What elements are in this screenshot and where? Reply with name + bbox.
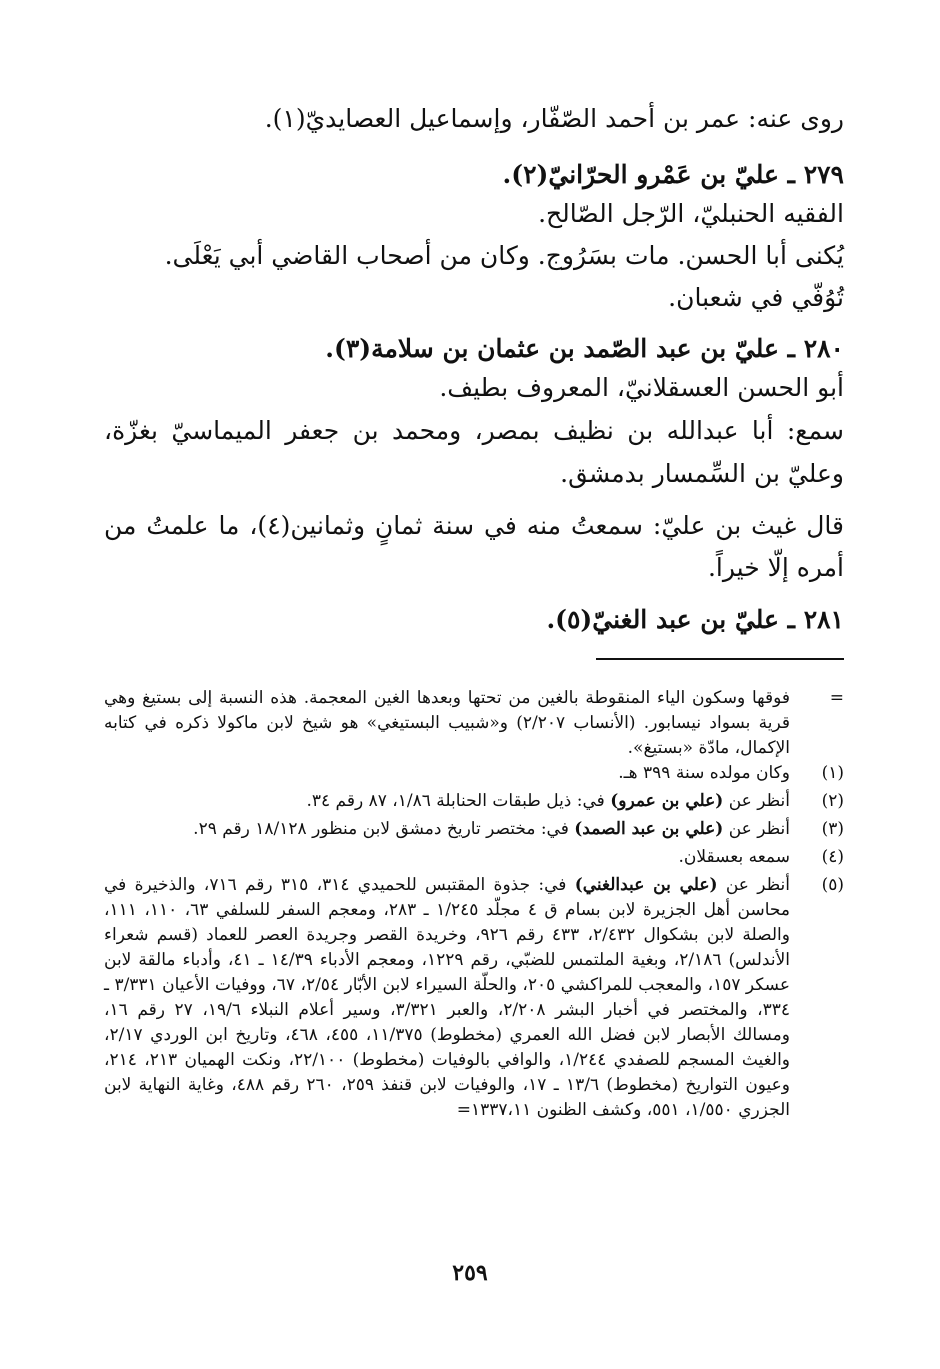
- footnote-2: [104, 789, 844, 817]
- footnote-subject: (علي بن عبدالغني): [574, 875, 718, 895]
- footnote-marker: (٥): [821, 875, 844, 895]
- footnote-text: [104, 817, 790, 842]
- footnote-text: سمعه بعسقلان.: [678, 847, 790, 867]
- text-line: أمره إلّا خيراً.: [707, 553, 844, 582]
- footnote-marker: (٢): [821, 791, 844, 811]
- footnotes: [104, 686, 844, 1123]
- footnote-subject: (علي بن عمرو): [610, 791, 724, 811]
- footnote-body: في: جذوة المقتبس للحميدي ٣١٤، ٣١٥ رقم ٧١٦، والذخيرة في محاسن أهل الجزيرة لابن بسام ق ٤ مجلّد ١/٢٤٥ ـ ٢٨٣، ومعجم السفر للسلفي ٦٣، ١١٠، ١١١، والصلة لابن بشكوال ٢/٤٣٢، ٤٣٣ رقم ٩٢٦، وخريدة القصر وجريدة العصر للعماد (قسم شعراء الأندلس) ٢/١٨٦، وبغية الملتمس للضبّي، رقم ١٢٢٩، ومعجم الأدباء ١٤/٣٩ ـ ٤١، وأدباء مالقة لابن عسكر ١٥٧، والمعجب للمراكشي ٢٠٥، والحلّة السيراء لابن الأبّار ٢/٥٤، ٦٧، ووفيات الأعيان ٣/٣٣١ ـ ٣٣٤، والمختصر في أخبار البشر ٢/٢٠٨، والعبر ٣/٣٢١، وسير أعلام النبلاء ١٩/٦، ٢٧ رقم ١٦، ومسالك الأبصار لابن فضل الله العمري (مخطوط) ١١/٣٧٥، ٤٥٥، ٤٦٨، وتاريخ ابن الوردي ٢/١٧، والغيث المسجم للصفدي ١/٢٤٤، والوافي بالوفيات (مخطوط) ٢٢/١٠٠، ونكت الهميان ٢١٣، ٢١٤، وعيون التواريخ (مخطوط) ١٣/٦ ـ ١٧، والوفيات لابن قنفذ ٢٥٩، ٢٦٠ رقم ٤٨٨، وغاية النهاية لابن الجزري ١/٥٥٠، ٥٥١، وكشف الظنون ١٣٣٧،١١=: [104, 875, 791, 1120]
- footnote-marker: =: [829, 688, 844, 708]
- footnote-prefix: أنظر عن: [723, 819, 790, 839]
- footnote-text: فوقها وسكون الياء المنقوطة بالغين من تحتها وبعدها الغين المعجمة. هذه النسبة إلى بستيغ وهي قرية بسواد نيسابور. (الأنساب ٢/٢٠٧) و«شبيب البستيغي» هو شيخ لابن ماكولا ذكره في كتابه الإكمال، مادّة «بستيغ».: [104, 688, 790, 758]
- footnote-text: [104, 789, 790, 814]
- text-line: تُوُفّي في شعبان.: [668, 283, 844, 312]
- footnote-1: [104, 761, 844, 789]
- footnote-3: [104, 817, 844, 845]
- text-line: يُكنى أبا الحسن. مات بسَرُوج. وكان من أصحاب القاضي أبي يَعْلَى.: [164, 241, 844, 270]
- footnote-marker: (٤): [821, 847, 844, 867]
- footnote-text: وكان مولده سنة ٣٩٩ هـ.: [618, 763, 790, 783]
- text-line: أبو الحسن العسقلانيّ، المعروف بطيف.: [439, 373, 844, 402]
- page-number: ٢٥٩: [452, 1260, 488, 1286]
- footnote-text: [104, 873, 790, 1123]
- text-line: الفقيه الحنبليّ، الرّجل الصّالح.: [538, 199, 844, 228]
- text-line: قال غيث بن عليّ: سمعتُ منه في سنة ثمانٍ وثمانين(٤)، ما علمتُ من: [104, 511, 844, 540]
- entry-heading-281: ٢٨١ ـ عليّ بن عبد الغنيّ(٥).: [546, 605, 844, 634]
- footnote-marker: (١): [821, 763, 844, 783]
- footnote-5: [104, 873, 844, 1123]
- text-line: سمع: أبا عبدالله بن نظيف بمصر، ومحمد بن جعفر الميماسيّ بغزّة،: [104, 416, 844, 445]
- entry-heading-279: ٢٧٩ ـ عليّ بن عَمْرو الحرّانيّ(٢).: [502, 160, 844, 189]
- footnote-subject: (علي بن عبد الصمد): [574, 819, 724, 839]
- text-line: روى عنه: عمر بن أحمد الصّفّار، وإسماعيل العصايديّ(١).: [264, 104, 844, 133]
- footnote-marker: (٣): [821, 819, 844, 839]
- footnote-body: في: مختصر تاريخ دمشق لابن منظور ١٨/١٢٨ رقم ٢٩.: [193, 819, 575, 839]
- footnote-body: في: ذيل طبقات الحنابلة ١/٨٦، ٨٧ رقم ٣٤.: [306, 791, 611, 811]
- footnote-divider: [596, 658, 844, 660]
- text-line: وعليّ بن السِّمسار بدمشق.: [560, 459, 844, 488]
- footnote-prefix: أنظر عن: [723, 791, 790, 811]
- footnote-continuation: [104, 686, 844, 761]
- footnote-4: [104, 845, 844, 873]
- footnote-prefix: أنظر عن: [717, 875, 790, 895]
- entry-heading-280: ٢٨٠ ـ عليّ بن عبد الصّمد بن عثمان بن سلامة(٣).: [325, 334, 844, 363]
